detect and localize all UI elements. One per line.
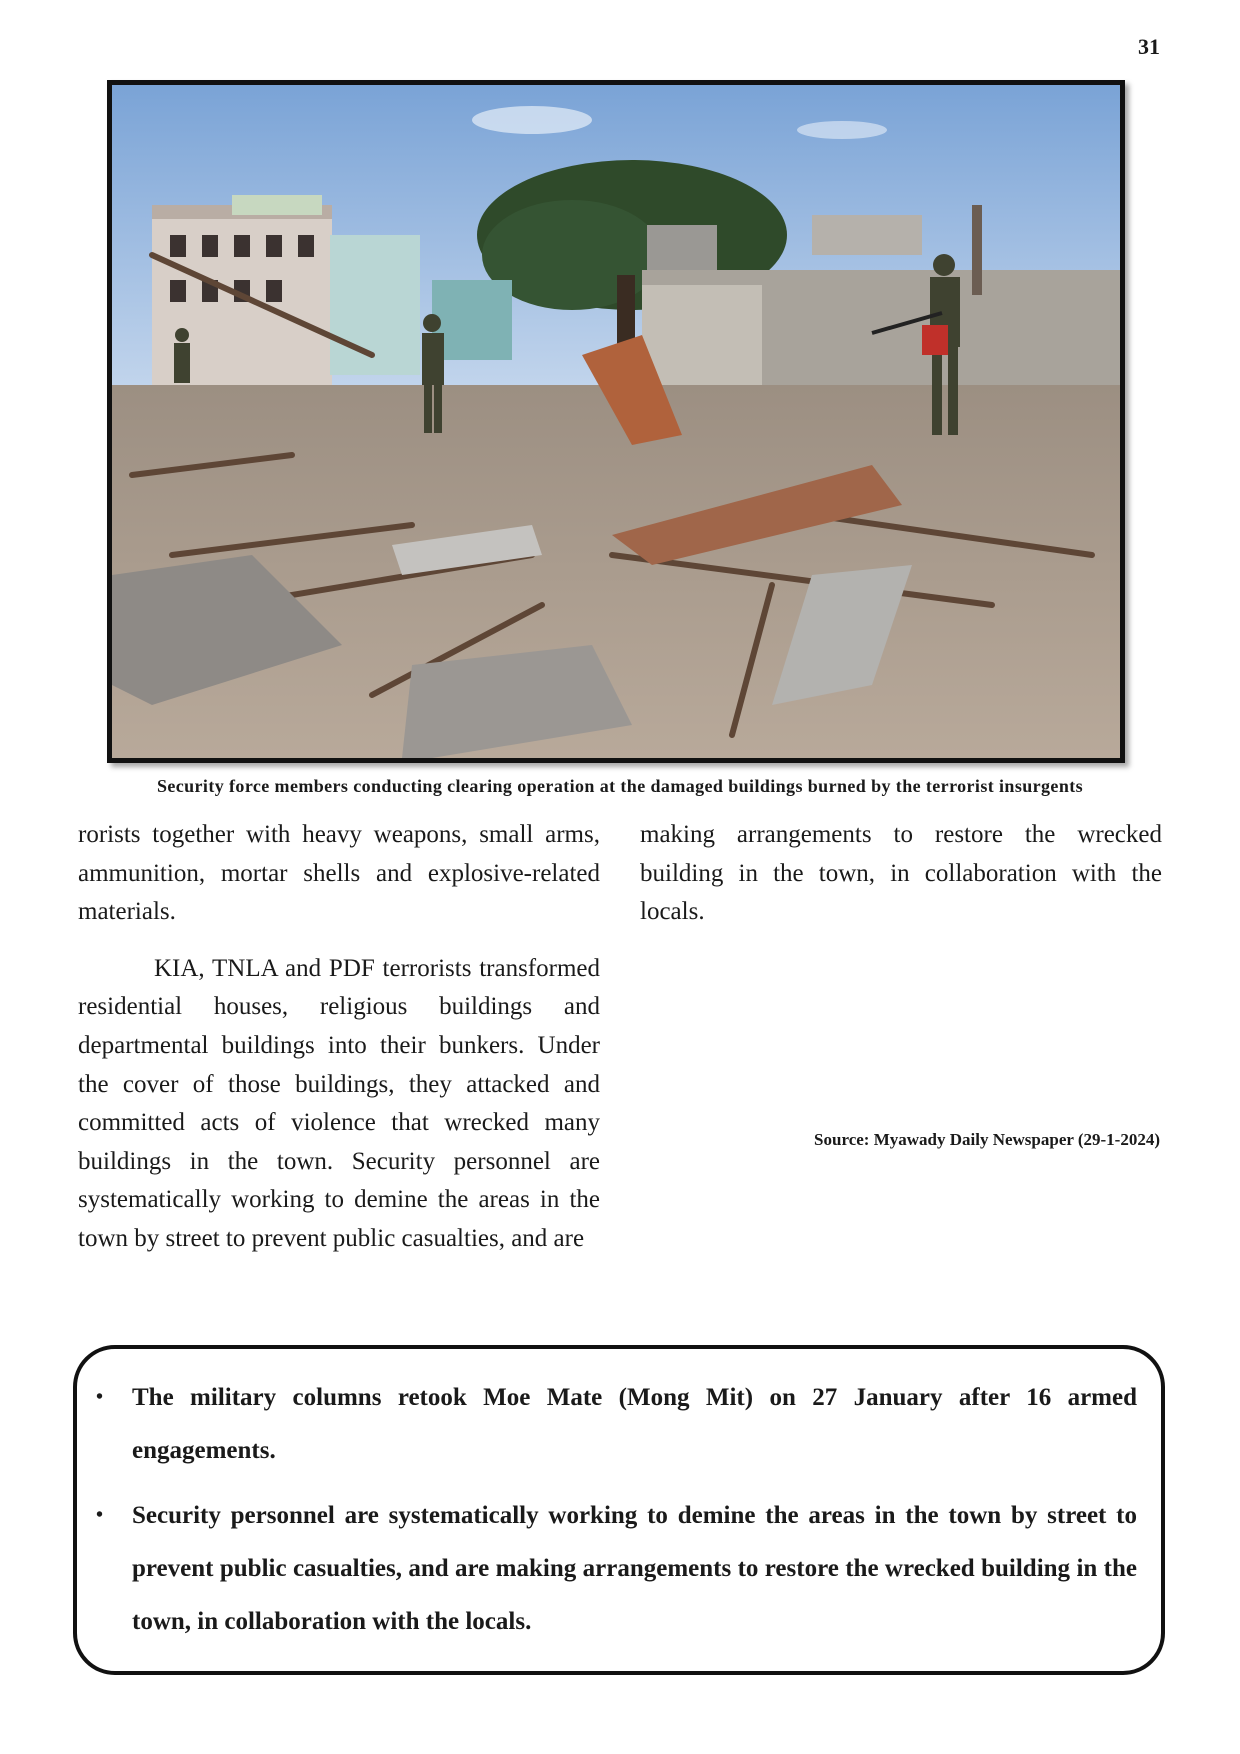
bullet-icon: • (96, 1386, 104, 1408)
paragraph-2: KIA, TNLA and PDF terrorists transformed residential houses, religious buildings and departmental buildings into their bunkers. Under the cover of those buildings, they attacked and committed acts of violence that wrecked many buildings in the town. Security personnel are systematically working to demine the areas in the town by street to prevent public casualties, and are (78, 954, 600, 1252)
bullet-icon: • (96, 1504, 104, 1526)
source-citation: Source: Myawady Daily Newspaper (29-1-2024) (814, 1130, 1160, 1149)
summary-item (96, 1371, 1137, 1477)
summary-item (96, 1489, 1137, 1648)
summary-item-text: Security personnel are systematically working to demine the areas in the town by street to prevent public casualties, and are making arrangements to restore the wrecked building in the town, in collaboration with the locals. (132, 1502, 1137, 1635)
photo-caption: Security force members conducting clearing operation at the damaged buildings burned by the terrorist insurgents (156, 776, 1084, 796)
left-column (78, 816, 600, 1259)
summary-item-text: The military columns retook Moe Mate (Mong Mit) on 27 January after 16 armed engagements. (132, 1384, 1137, 1464)
rubble-scene-image (112, 85, 1120, 758)
page-number: 31 (1138, 34, 1160, 59)
summary-list (77, 1349, 1161, 1648)
right-column (640, 816, 1162, 932)
news-photo (107, 80, 1125, 763)
paragraph-3: making arrangements to restore the wrecked building in the town, in collaboration with the locals. (640, 821, 1162, 926)
summary-box (73, 1345, 1165, 1675)
paragraph-1: rorists together with heavy weapons, small arms, ammunition, mortar shells and explosive-related materials. (78, 821, 600, 926)
